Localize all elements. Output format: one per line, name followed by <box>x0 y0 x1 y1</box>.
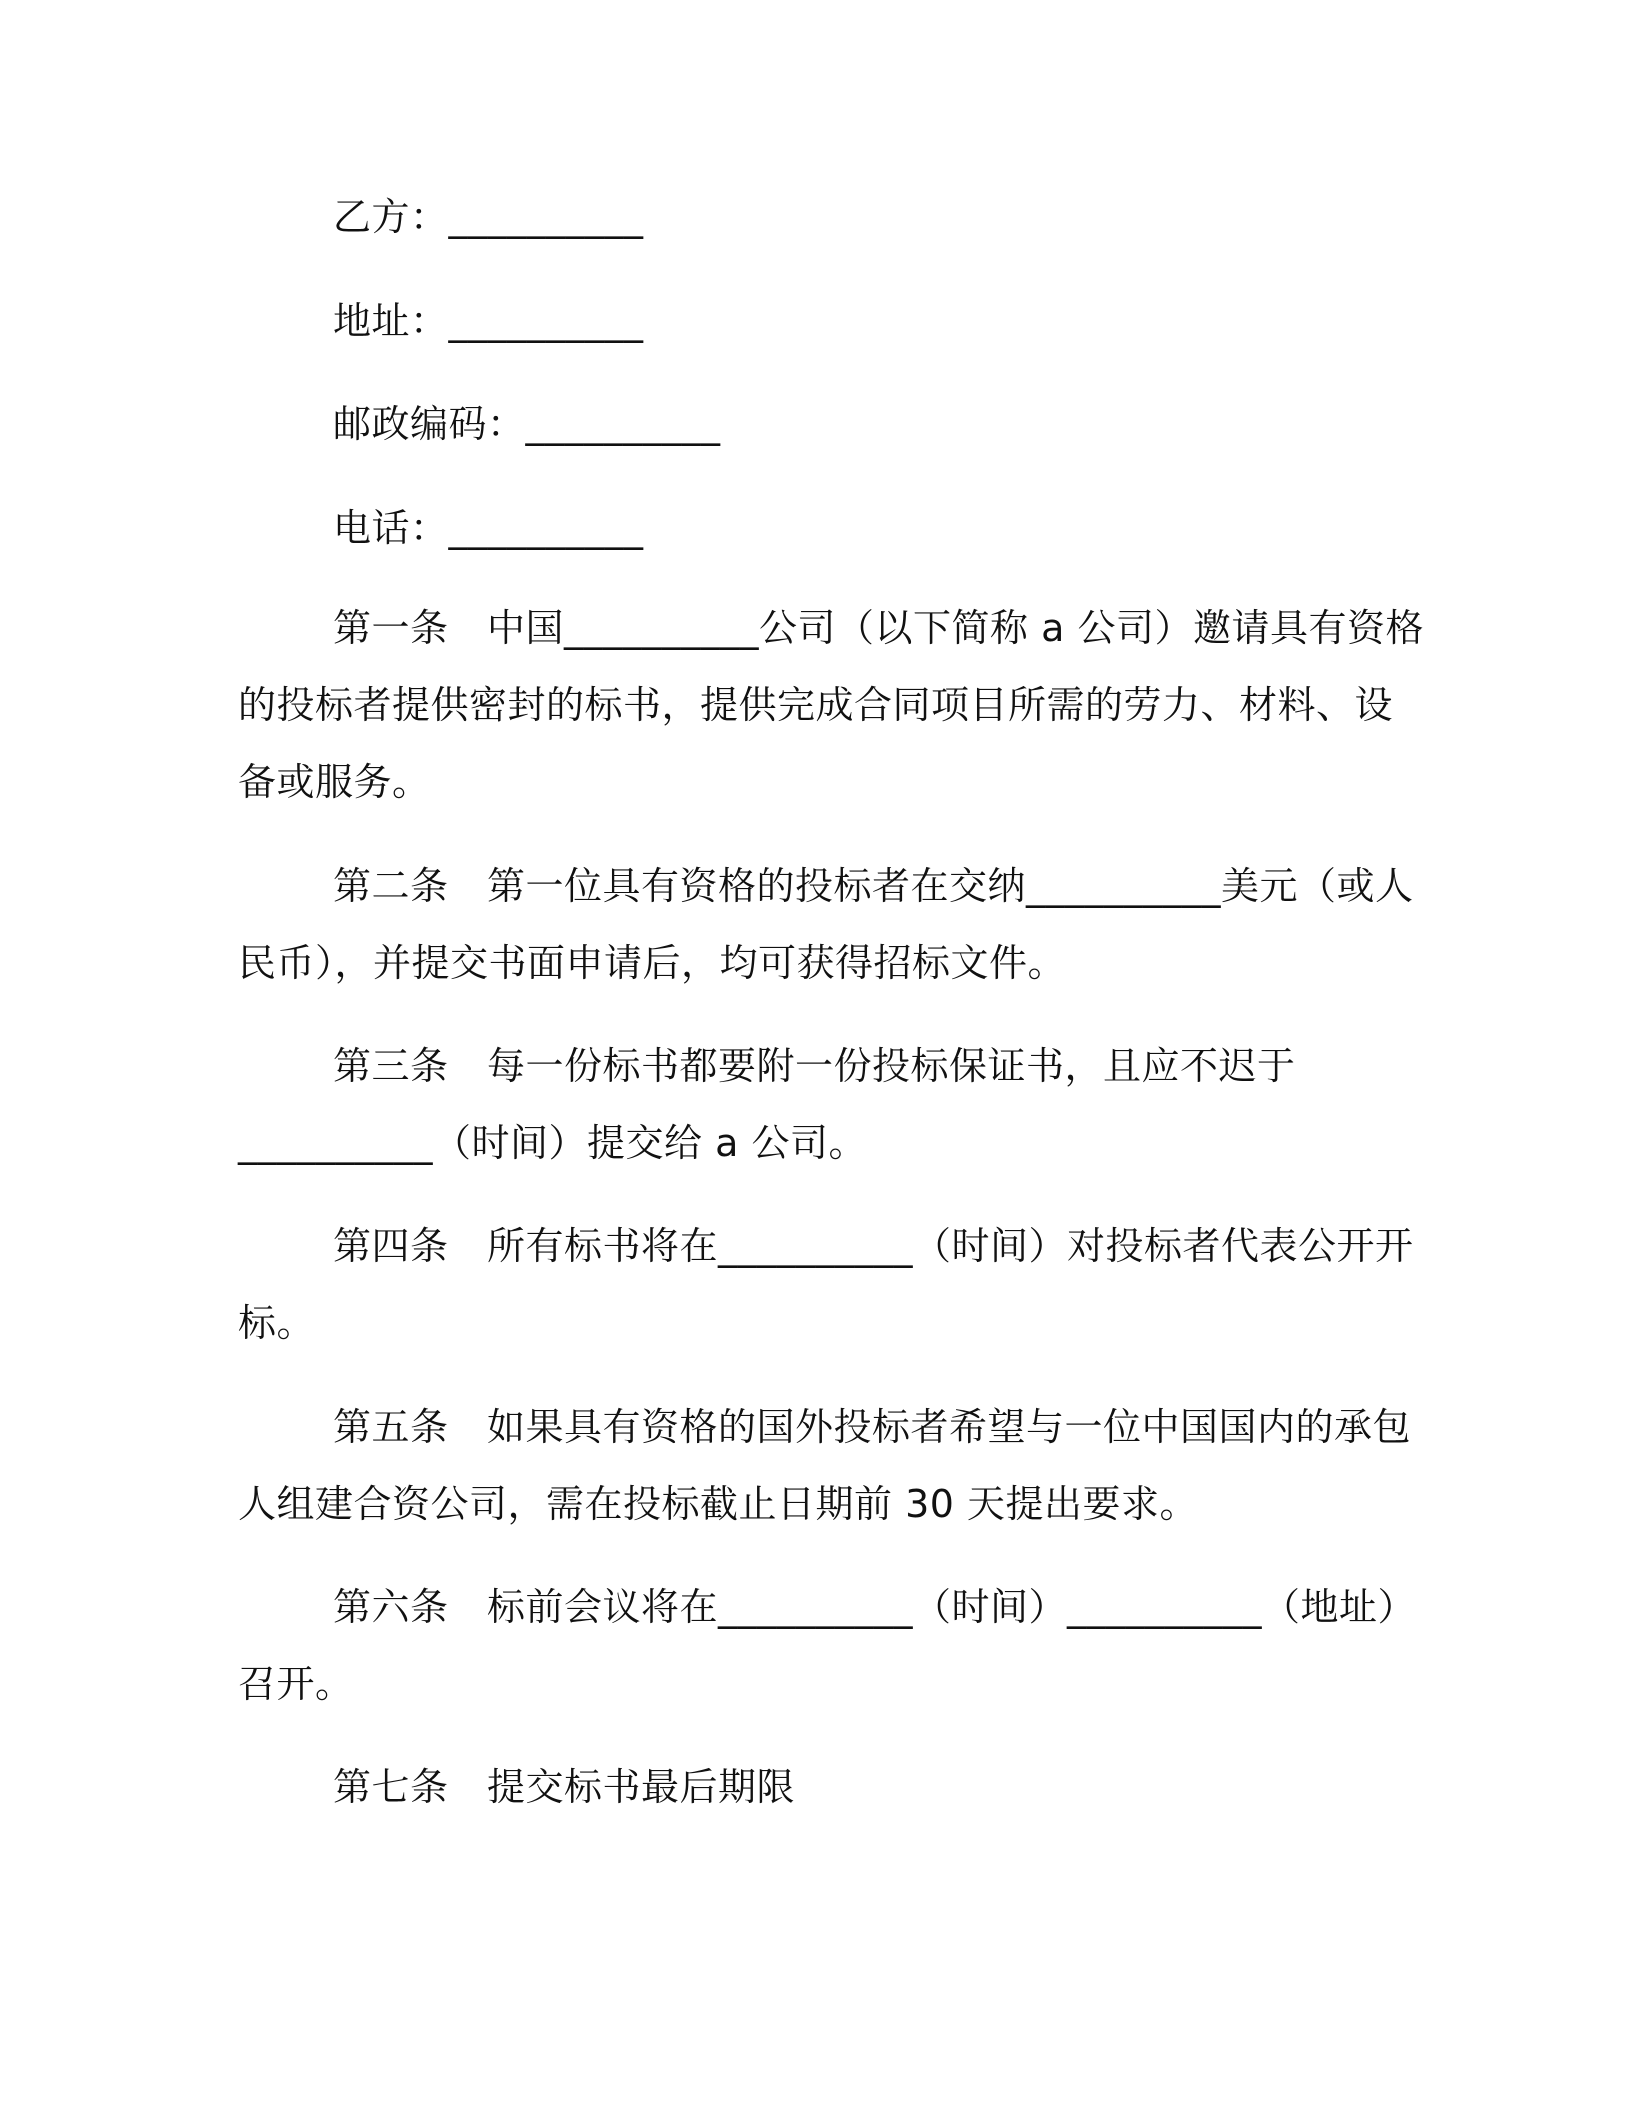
address-label: 地址： <box>333 299 449 343</box>
address-field <box>333 297 644 345</box>
article-4-line-2: 标。 <box>238 1301 316 1345</box>
party-b-label: 乙方： <box>333 195 449 239</box>
article-2-line-2: 民币），并提交书面申请后，均可获得招标文件。 <box>238 941 1067 985</box>
article-6-line-2: 召开。 <box>238 1662 354 1706</box>
article-1-line-2: 的投标者提供密封的标书，提供完成合同项目所需的劳力、材料、设 <box>238 683 1394 727</box>
article-1-line-3: 备或服务。 <box>238 760 431 804</box>
article-4-line-1: 第四条 所有标书将在__________（时间）对投标者代表公开开 <box>333 1224 1414 1268</box>
article-5-line-2: 人组建合资公司，需在投标截止日期前 30 天提出要求。 <box>238 1482 1199 1526</box>
phone-blank: __________ <box>448 506 644 550</box>
party-b-field <box>333 193 644 241</box>
article-3-line-2: __________（时间）提交给 a 公司。 <box>238 1121 867 1165</box>
article-2-line-1: 第二条 第一位具有资格的投标者在交纳__________美元（或人 <box>333 864 1414 908</box>
address-blank: __________ <box>448 299 644 343</box>
postal-code-blank: __________ <box>525 402 721 446</box>
article-1-line-1: 第一条 中国__________公司（以下简称 a 公司）邀请具有资格 <box>333 606 1424 650</box>
postal-code-field <box>333 400 721 448</box>
postal-code-label: 邮政编码： <box>333 402 526 446</box>
phone-field <box>333 504 644 552</box>
article-5-line-1: 第五条 如果具有资格的国外投标者希望与一位中国国内的承包 <box>333 1405 1412 1449</box>
article-6-line-1: 第六条 标前会议将在__________（时间）__________（地址） <box>333 1585 1417 1629</box>
article-3-line-1: 第三条 每一份标书都要附一份投标保证书，且应不迟于 <box>333 1044 1296 1088</box>
article-7-line-1: 第七条 提交标书最后期限 <box>333 1765 796 1809</box>
party-b-blank: __________ <box>448 195 644 239</box>
phone-label: 电话： <box>333 506 449 550</box>
